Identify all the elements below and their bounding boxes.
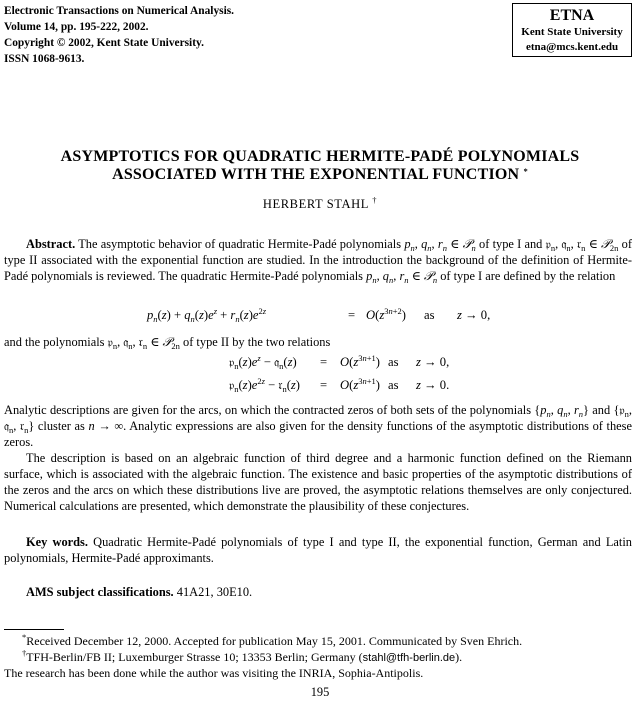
page-number: 195 xyxy=(310,685,330,699)
equation-as: as xyxy=(424,308,435,322)
paper-title xyxy=(0,148,640,184)
footnote-2-text: TFH-Berlin/FB II; Luxemburger Strasse 10; 13353 Berlin; Germany ( xyxy=(26,650,363,664)
equation-as: as xyxy=(388,378,399,392)
author-footnote-mark: † xyxy=(372,195,378,205)
footnote-2 xyxy=(22,649,462,666)
keywords xyxy=(4,534,632,566)
title-line-2: ASSOCIATED WITH THE EXPONENTIAL FUNCTION xyxy=(112,166,520,183)
etna-badge xyxy=(512,3,632,57)
etna-university: Kent State University xyxy=(521,26,623,38)
title-line-1: ASYMPTOTICS FOR QUADRATIC HERMITE-PADÉ POLYNOMIALS xyxy=(60,148,580,165)
footnote-1-text: Received December 12, 2000. Accepted for publication May 15, 2001. Communicated by Sven Ehrich. xyxy=(26,634,523,648)
footnote-2-end: ). xyxy=(455,650,463,664)
abstract-text: and xyxy=(592,403,611,417)
abstract-text: cluster as xyxy=(37,419,85,433)
footnote-1 xyxy=(22,633,522,649)
equation-as: as xyxy=(388,355,399,369)
abstract-paragraph-1b: and the polynomials 𝔭$_n$, 𝔮$_n$, 𝔯$_n$ ∈ 𝒫$_{2n}$ of type II by the two relations xyxy=(4,335,331,351)
journal-volume: Volume 14, pp. 195-222, 2002. xyxy=(4,21,149,33)
etna-email: etna@mcs.kent.edu xyxy=(525,41,619,53)
title-footnote-mark: * xyxy=(523,166,528,176)
author xyxy=(0,197,640,212)
abstract-paragraph-1c: Analytic descriptions are given for the arcs, on which the contracted zeros of both sets of the polynomials {$p_n$, $q_n$, $r_n$} and {𝔭$_n$, 𝔮$_n$, 𝔯$_n$} cluster as n → ∞. Analytic expressions are also given for the density functions of the asymptotic distributions of these zeros. xyxy=(4,403,632,449)
journal-header xyxy=(4,3,234,67)
etna-title: ETNA xyxy=(549,7,595,24)
footnote-2-mark: † xyxy=(22,648,27,658)
ams-text: 41A21, 30E10. xyxy=(176,585,253,599)
abstract-text: of type II by the two relations xyxy=(183,335,331,349)
author-name: HERBERT STAHL xyxy=(262,197,369,211)
keywords-text: Quadratic Hermite-Padé polynomials of type I and type II, the exponential function, German and Latin polynomials, Hermite-Padé approximants. xyxy=(4,535,632,565)
abstract-text: The asymptotic behavior of quadratic Hermite-Padé polynomials xyxy=(78,237,402,251)
abstract-paragraph-2: The description is based on an algebraic function of third degree and a harmonic function defined on the Riemann surface, which is associated with the algebraic function. The existence and basic properties of the asymptotic distributions of the zeros and the arcs on which these distributions live are proved, the asymptotic relations themselves are only conjectured. Numerical calculations are presented, which demonstrate the plausibility of these conjectures. xyxy=(4,451,632,513)
ams-classifications xyxy=(4,584,632,600)
abstract-text: of type II associated with the exponential function are studied. In the introduction the background of the definition of Hermite-Padé polynomials is reviewed. The quadratic Hermite-Padé polynomials xyxy=(4,237,632,283)
author-email-link[interactable]: stahl@tfh-berlin.de xyxy=(362,652,456,664)
abstract-text: Analytic descriptions are given for the arcs, on which the contracted zeros of both sets of the polynomials xyxy=(4,403,532,417)
journal-issn: ISSN 1068-9613. xyxy=(4,53,85,65)
footnote-rule xyxy=(4,629,64,630)
journal-name: Electronic Transactions on Numerical Analysis. xyxy=(4,5,235,17)
abstract-label: Abstract. xyxy=(26,237,76,251)
abstract-text: and the polynomials xyxy=(4,335,105,349)
ams-label: AMS subject classifications. xyxy=(26,585,174,599)
footnote-3: The research has been done while the author was visiting the INRIA, Sophia-Antipolis. xyxy=(4,666,424,680)
abstract-text: of type I and xyxy=(479,237,543,251)
journal-copyright: Copyright © 2002, Kent State University. xyxy=(4,37,204,49)
abstract-text: . Analytic expressions are also given for the density functions of the asymptotic distributions of these zeros. xyxy=(4,419,632,449)
abstract-paragraph-1: Abstract. The asymptotic behavior of quadratic Hermite-Padé polynomials $p_n$, $q_n$, $r_n$ ∈ 𝒫$_n$ of type I and 𝔭$_n$, 𝔮$_n$, 𝔯$_n$ ∈ 𝒫$_{2n}$ of type II associated with the exponential function are studied. In the introduction the background of the definition of Hermite-Padé polynomials is reviewed. The quadratic Hermite-Padé polynomials $p_n$, $q_n$, $r_n$ ∈ 𝒫$_n$ of type I are defined by the relation xyxy=(4,237,632,285)
footnote-1-mark: * xyxy=(22,632,27,642)
abstract-text: of type I are defined by the relation xyxy=(440,269,616,283)
keywords-label: Key words. xyxy=(26,535,88,549)
